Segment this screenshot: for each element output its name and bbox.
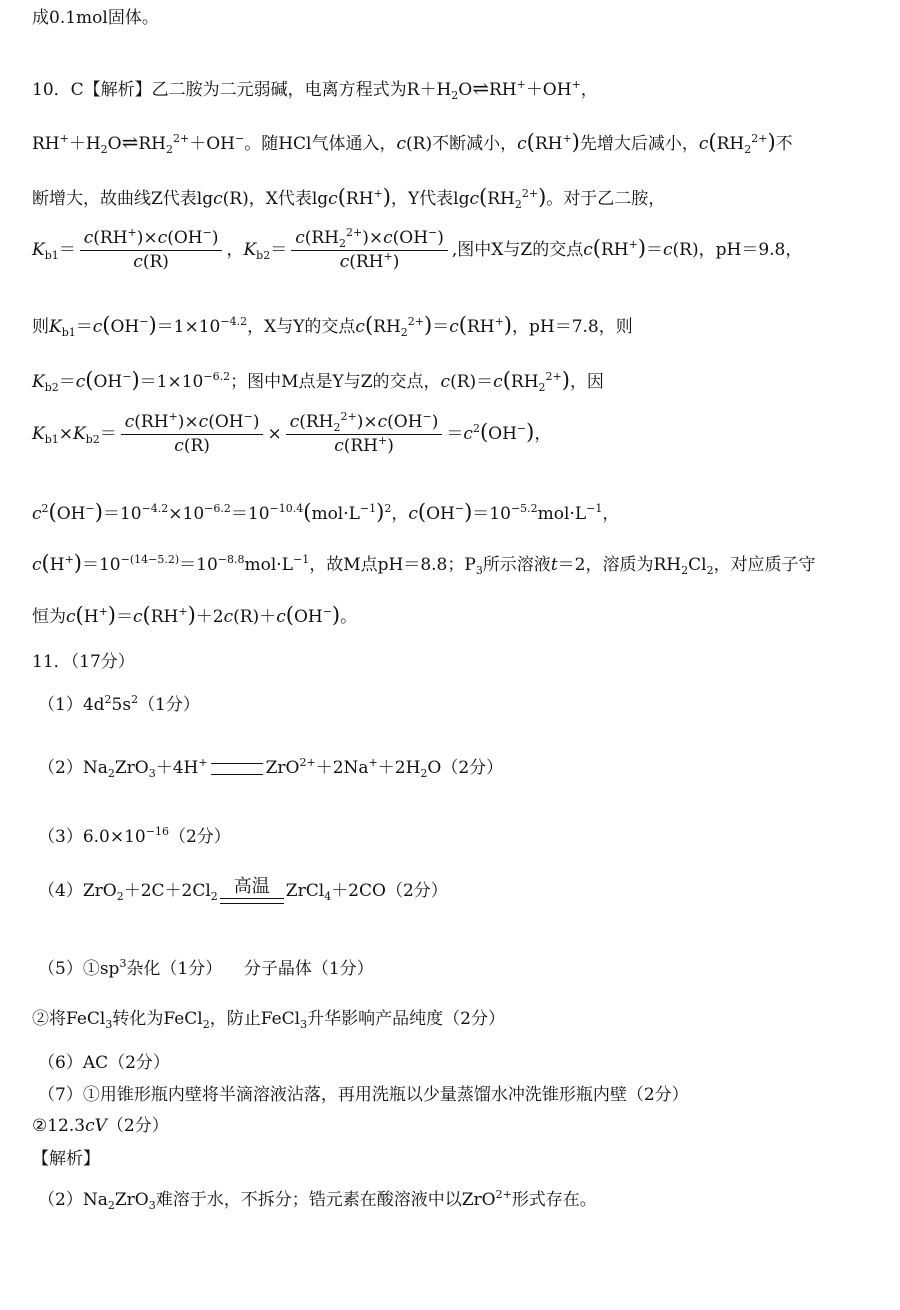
line-q11-4: $(4)ZrO_2+2C+2Cl_2$ 高温 ZrCl$_4$＋2CO（2分） xyxy=(38,876,448,903)
line-q10-kb-product: $K_{b1}\times K_{b2}=$ $\frac{c(RH^+)\times c(OH^-)}{c(R)}$ × $\frac{c(RH_2^{2+})\times c(OH^-)}{c(RH^+)}$ $=c^2(OH^-)$， xyxy=(32,410,552,456)
line-q11-1: $(1)4d^25s^2(1$分） xyxy=(38,693,200,715)
line-q10-5: 则$K_{b1}=c(OH^-)=1\times 10^{-4.2}$，X与Y的交点$c(RH_2^{2+})=c(RH^+)$，pH＝7.8，则 xyxy=(32,313,633,339)
line-q11-title: 11．（17分） xyxy=(32,652,135,672)
line-q10-3: 断增大，故曲线Z代表lgc(R)，X代表lgc(RH+)，Y代表$\lg c(RH_2^{2+})$。对于乙二胺， xyxy=(32,185,666,211)
line-q11-7b: ②12.3cV（2分） xyxy=(32,1116,169,1136)
equals-arrow xyxy=(211,763,263,775)
line-q10-10: 恒为c(H+)＝c(RH+)＋2c(R)＋c(OH−)。 xyxy=(32,603,358,627)
line-q10-9: $c(H^+)=10^{-(14-5.2)}=10^{-8.8}mol\cdot L^{-1}$，故M点pH＝8.8；$P_3$所示溶液t＝2，溶质为$RH_2Cl_2$，对应质子守 xyxy=(32,551,816,577)
line-1: 成0.1mol固体。 xyxy=(32,8,159,28)
line-q11-7: （7）①用锥形瓶内壁将半滴溶液沾落，再用洗瓶以少量蒸馏水冲洗锥形瓶内壁（2分） xyxy=(38,1085,689,1105)
reaction-arrow xyxy=(220,878,284,904)
line-q11-2: $(2)Na_2ZrO_3+4H^+$ $ZrO^{2+}+2Na^++2H_2O(2$分） xyxy=(38,756,504,780)
line-q11-5b: ②将FeCl$_3$转化为FeCl$_2$，防止FeCl$_3$升华影响产品纯度（2分） xyxy=(32,1009,505,1031)
reaction-condition: 高温 xyxy=(233,876,270,897)
line-analysis-label: 【解析】 xyxy=(32,1149,100,1169)
line-analysis-2: $(2)Na_2ZrO_3$难溶于水，不拆分；锆元素在酸溶液中以ZrO$^{2+}$形式存在。 xyxy=(38,1188,597,1212)
line-q11-5: $(5)①sp^3$杂化（1分） 分子晶体（1分） xyxy=(38,957,374,979)
line-q10-8: $c^2(OH^-)=10^{-4.2}\times 10^{-6.2}=10^{-10.4}(mol\cdot L^{-1})^2$，$c(OH^-)=10^{-5.2}mol\cdot L^{-1}$， xyxy=(32,500,620,524)
line-q10-6: $K_{b2}=c(OH^-)=1\times 10^{-6.2}$；图中M点是Y与Z的交点，$c(R)=c(RH_2^{2+})$，因 xyxy=(32,368,604,394)
line-q11-3: $(3)6.0\times 10^{-16}(2$分） xyxy=(38,825,231,847)
line-q10-kb-definitions: $K_{b1}=$ $\frac{c(RH^+)\times c(OH^-)}{c(R)}$ ，$K_{b2}=$ $\frac{c(RH_2^{2+})\times c(OH^-)}{c(RH^+)}$ ,图中X与Z的交点c(RH+)＝c(R)，pH＝9.8， xyxy=(32,226,803,272)
line-q11-6: （6）AC（2分） xyxy=(38,1053,170,1073)
line-q10-2: $RH^++H_2O\rightleftharpoons RH_2^{2+}+OH^-$。随HCl气体通入，c(R)不断减小，c(RH+)先增大后减小，$c(RH_2^{2+})$不 xyxy=(32,130,793,156)
line-q10-intro: 10．C【解析】乙二胺为二元弱碱，电离方程式为$R+H_2O\rightleftharpoons RH^++OH^+$， xyxy=(32,76,598,102)
